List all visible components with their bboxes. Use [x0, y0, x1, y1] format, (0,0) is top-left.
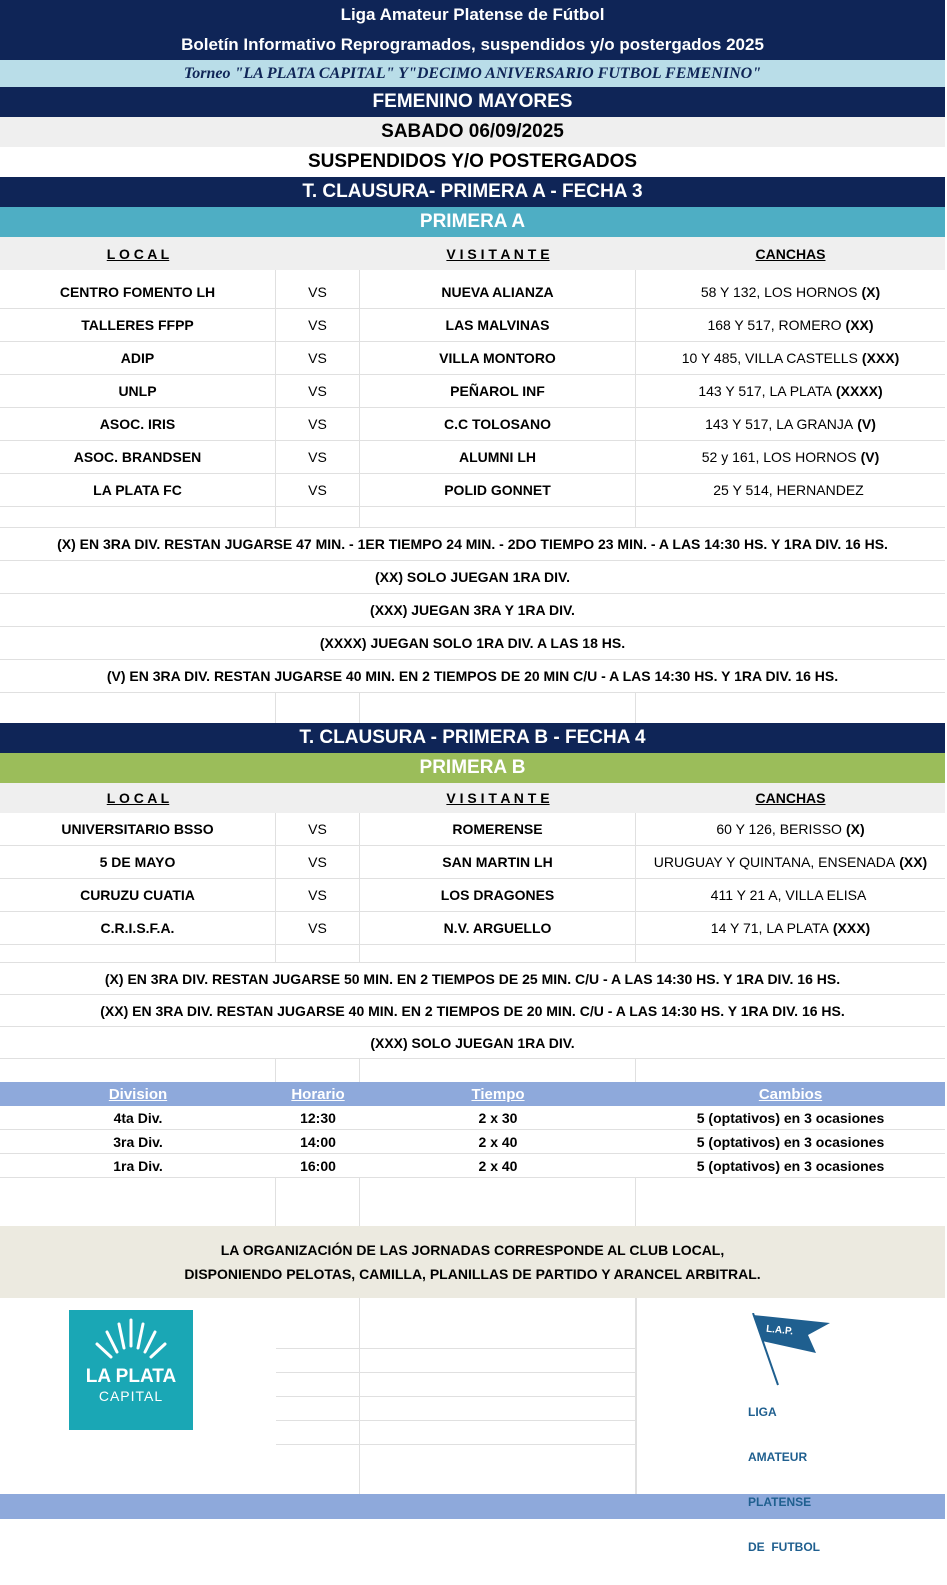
- vs-label: VS: [276, 408, 360, 441]
- primera-a-tournament: T. CLAUSURA- PRIMERA A - FECHA 3: [0, 177, 945, 207]
- primera-b-tournament: T. CLAUSURA - PRIMERA B - FECHA 4: [0, 723, 945, 753]
- footnote: (XX) SOLO JUEGAN 1RA DIV.: [0, 561, 945, 594]
- visitor-team: ALUMNI LH: [360, 441, 636, 474]
- venue-mark: (V): [860, 449, 880, 465]
- match-row: [0, 813, 945, 846]
- schedule-col-cambios: Cambios: [758, 1085, 823, 1103]
- footnote: (XX) EN 3RA DIV. RESTAN JUGARSE 40 MIN. EN 2 TIEMPOS DE 20 MIN. C/U - A LAS 14:30 HS. Y 1RA DIV. 16 HS.: [0, 995, 945, 1027]
- visitor-team: ROMERENSE: [360, 813, 636, 846]
- col-blank: [276, 237, 360, 270]
- primera-b-division: PRIMERA B: [0, 753, 945, 783]
- schedule-cambios: 5 (optativos) en 3 ocasiones: [636, 1130, 945, 1154]
- date-title: SABADO 06/09/2025: [0, 117, 945, 147]
- venue-mark: (X): [861, 284, 881, 300]
- venue-address: 25 Y 514, HERNANDEZ: [713, 482, 864, 498]
- local-team: C.R.I.S.F.A.: [0, 912, 276, 945]
- venue-address: 58 Y 132, LOS HORNOS: [700, 284, 858, 300]
- venue: [636, 276, 945, 309]
- col-visitor: V I S I T A N T E: [446, 245, 550, 262]
- venue: [636, 375, 945, 408]
- venue: [636, 408, 945, 441]
- spacer-row: [0, 507, 945, 528]
- match-row: [0, 879, 945, 912]
- visitor-team: LAS MALVINAS: [360, 309, 636, 342]
- local-team: ADIP: [0, 342, 276, 375]
- venue: [636, 846, 945, 879]
- tournament-title: Torneo "LA PLATA CAPITAL" Y"DECIMO ANIVERSARIO FUTBOL FEMENINO": [0, 60, 945, 87]
- visitor-team: POLID GONNET: [360, 474, 636, 507]
- schedule-tiempo: 2 x 40: [360, 1154, 636, 1178]
- col-blank: [276, 783, 360, 813]
- footnote: (X) EN 3RA DIV. RESTAN JUGARSE 50 MIN. EN 2 TIEMPOS DE 25 MIN. C/U - A LAS 14:30 HS. Y 1RA DIV. 16 HS.: [0, 963, 945, 995]
- spacer-row: [0, 945, 945, 963]
- local-team: CENTRO FOMENTO LH: [0, 276, 276, 309]
- local-team: 5 DE MAYO: [0, 846, 276, 879]
- schedule-division: 4ta Div.: [0, 1106, 276, 1130]
- match-row: [0, 276, 945, 309]
- footnote: (XXX) SOLO JUEGAN 1RA DIV.: [0, 1027, 945, 1059]
- footnote: (XXXX) JUEGAN SOLO 1RA DIV. A LAS 18 HS.: [0, 627, 945, 660]
- visitor-team: VILLA MONTORO: [360, 342, 636, 375]
- logo-text: CAPITAL: [98, 1388, 164, 1404]
- match-row: [0, 912, 945, 945]
- status-title: SUSPENDIDOS Y/O POSTERGADOS: [307, 151, 638, 172]
- vs-label: VS: [276, 474, 360, 507]
- spacer-row: [0, 693, 945, 723]
- match-row: [0, 441, 945, 474]
- venue-address: 143 Y 517, LA PLATA: [698, 383, 832, 399]
- match-row: [0, 846, 945, 879]
- lap-logo: [748, 1313, 848, 1554]
- venue-address: 60 Y 126, BERISSO: [716, 821, 842, 837]
- venue-mark: (XX): [845, 317, 874, 333]
- organization-notice: [0, 1226, 945, 1298]
- schedule-col-tiempo: Tiempo: [471, 1085, 525, 1103]
- footnote: (V) EN 3RA DIV. RESTAN JUGARSE 40 MIN. EN 2 TIEMPOS DE 20 MIN C/U - A LAS 14:30 HS. Y 1RA DIV. 16 HS.: [0, 660, 945, 693]
- spacer-row: [0, 1059, 945, 1082]
- schedule-row: [0, 1130, 945, 1154]
- venue-address: 52 y 161, LOS HORNOS: [701, 449, 857, 465]
- vs-label: VS: [276, 879, 360, 912]
- vs-label: VS: [276, 846, 360, 879]
- visitor-team: LOS DRAGONES: [360, 879, 636, 912]
- primera-b-notes: [0, 963, 947, 1059]
- schedule-row: [0, 1154, 945, 1178]
- vs-label: VS: [276, 375, 360, 408]
- col-local: L O C A L: [106, 245, 170, 262]
- local-team: LA PLATA FC: [0, 474, 276, 507]
- venue-mark: (V): [857, 416, 876, 432]
- schedule-header: [0, 1082, 945, 1106]
- venue: [636, 879, 945, 912]
- venue-mark: (XXXX): [835, 383, 883, 399]
- footnote: (X) EN 3RA DIV. RESTAN JUGARSE 47 MIN. - 1ER TIEMPO 24 MIN. - 2DO TIEMPO 23 MIN. - A LAS 14:30 HS. Y 1RA DIV. 16 HS.: [0, 528, 945, 561]
- visitor-team: N.V. ARGUELLO: [360, 912, 636, 945]
- vs-label: VS: [276, 309, 360, 342]
- local-team: CURUZU CUATIA: [0, 879, 276, 912]
- schedule-tiempo: 2 x 30: [360, 1106, 636, 1130]
- league-title: Liga Amateur Platense de Fútbol: [0, 0, 945, 30]
- local-team: UNIVERSITARIO BSSO: [0, 813, 276, 846]
- schedule-tiempo: 2 x 40: [360, 1130, 636, 1154]
- match-row: [0, 375, 945, 408]
- logos-area: [0, 1298, 945, 1554]
- vs-label: VS: [276, 276, 360, 309]
- local-team: UNLP: [0, 375, 276, 408]
- bulletin-title: Boletín Informativo Reprogramados, suspendidos y/o postergados 2025: [0, 30, 945, 60]
- venue: [636, 309, 945, 342]
- match-row: [0, 474, 945, 507]
- schedule-division: 3ra Div.: [0, 1130, 276, 1154]
- category-title: FEMENINO MAYORES: [0, 87, 945, 117]
- schedule-cambios: 5 (optativos) en 3 ocasiones: [636, 1154, 945, 1178]
- primera-b-matches: [0, 813, 947, 945]
- venue-address: 411 Y 21 A, VILLA ELISA: [710, 887, 867, 903]
- organization-line: LA ORGANIZACIÓN DE LAS JORNADAS CORRESPONDE AL CLUB LOCAL,: [220, 1242, 725, 1258]
- primera-a-division: PRIMERA A: [0, 207, 945, 237]
- schedule-table: [0, 1106, 947, 1178]
- venue-mark: (XX): [899, 854, 928, 870]
- schedule-col-horario: Horario: [291, 1085, 345, 1103]
- venue: [636, 474, 945, 507]
- organization-line: DISPONIENDO PELOTAS, CAMILLA, PLANILLAS DE PARTIDO Y ARANCEL ARBITRAL.: [184, 1266, 761, 1282]
- schedule-col-division: Division: [108, 1085, 168, 1103]
- schedule-cambios: 5 (optativos) en 3 ocasiones: [636, 1106, 945, 1130]
- venue: [636, 813, 945, 846]
- primera-a-notes: [0, 528, 947, 693]
- match-row: [0, 342, 945, 375]
- venue-address: 168 Y 517, ROMERO: [707, 317, 842, 333]
- schedule-horario: 14:00: [276, 1130, 360, 1154]
- vs-label: VS: [276, 441, 360, 474]
- visitor-team: SAN MARTIN LH: [360, 846, 636, 879]
- schedule-row: [0, 1106, 945, 1130]
- primera-a-column-header: [0, 237, 945, 270]
- match-row: [0, 408, 945, 441]
- logo-text: LIGA AMATEUR PLATENSE DE FUTBOL: [748, 1405, 820, 1554]
- primera-a-matches: [0, 276, 947, 507]
- footnote: (XXX) JUEGAN 3RA Y 1RA DIV.: [0, 594, 945, 627]
- venue-address: 143 Y 517, LA GRANJA: [705, 416, 854, 432]
- visitor-team: NUEVA ALIANZA: [360, 276, 636, 309]
- venue-mark: (XXX): [861, 350, 900, 366]
- schedule-horario: 16:00: [276, 1154, 360, 1178]
- la-plata-capital-logo: [69, 1310, 193, 1430]
- logo-flag-text: L.A.P.: [765, 1323, 794, 1338]
- venue: [636, 912, 945, 945]
- local-team: TALLERES FFPP: [0, 309, 276, 342]
- venue-mark: (XXX): [832, 920, 871, 936]
- visitor-team: PEÑAROL INF: [360, 375, 636, 408]
- local-team: ASOC. IRIS: [0, 408, 276, 441]
- venue-address: 10 Y 485, VILLA CASTELLS: [681, 350, 858, 366]
- schedule-horario: 12:30: [276, 1106, 360, 1130]
- visitor-team: C.C TOLOSANO: [360, 408, 636, 441]
- venue-address: 14 Y 71, LA PLATA: [710, 920, 829, 936]
- col-local: L O C A L: [106, 790, 170, 806]
- vs-label: VS: [276, 342, 360, 375]
- primera-b-column-header: [0, 783, 945, 813]
- venue-address: URUGUAY Y QUINTANA, ENSENADA: [653, 854, 896, 870]
- venue: [636, 342, 945, 375]
- local-team: ASOC. BRANDSEN: [0, 441, 276, 474]
- col-venue: CANCHAS: [755, 790, 826, 806]
- vs-label: VS: [276, 912, 360, 945]
- vs-label: VS: [276, 813, 360, 846]
- schedule-division: 1ra Div.: [0, 1154, 276, 1178]
- match-row: [0, 309, 945, 342]
- venue: [636, 441, 945, 474]
- col-venue: CANCHAS: [755, 245, 826, 262]
- logo-text: LA PLATA: [85, 1366, 177, 1387]
- spacer-row: [0, 1178, 945, 1226]
- venue-mark: (X): [845, 821, 865, 837]
- col-visitor: V I S I T A N T E: [446, 790, 550, 806]
